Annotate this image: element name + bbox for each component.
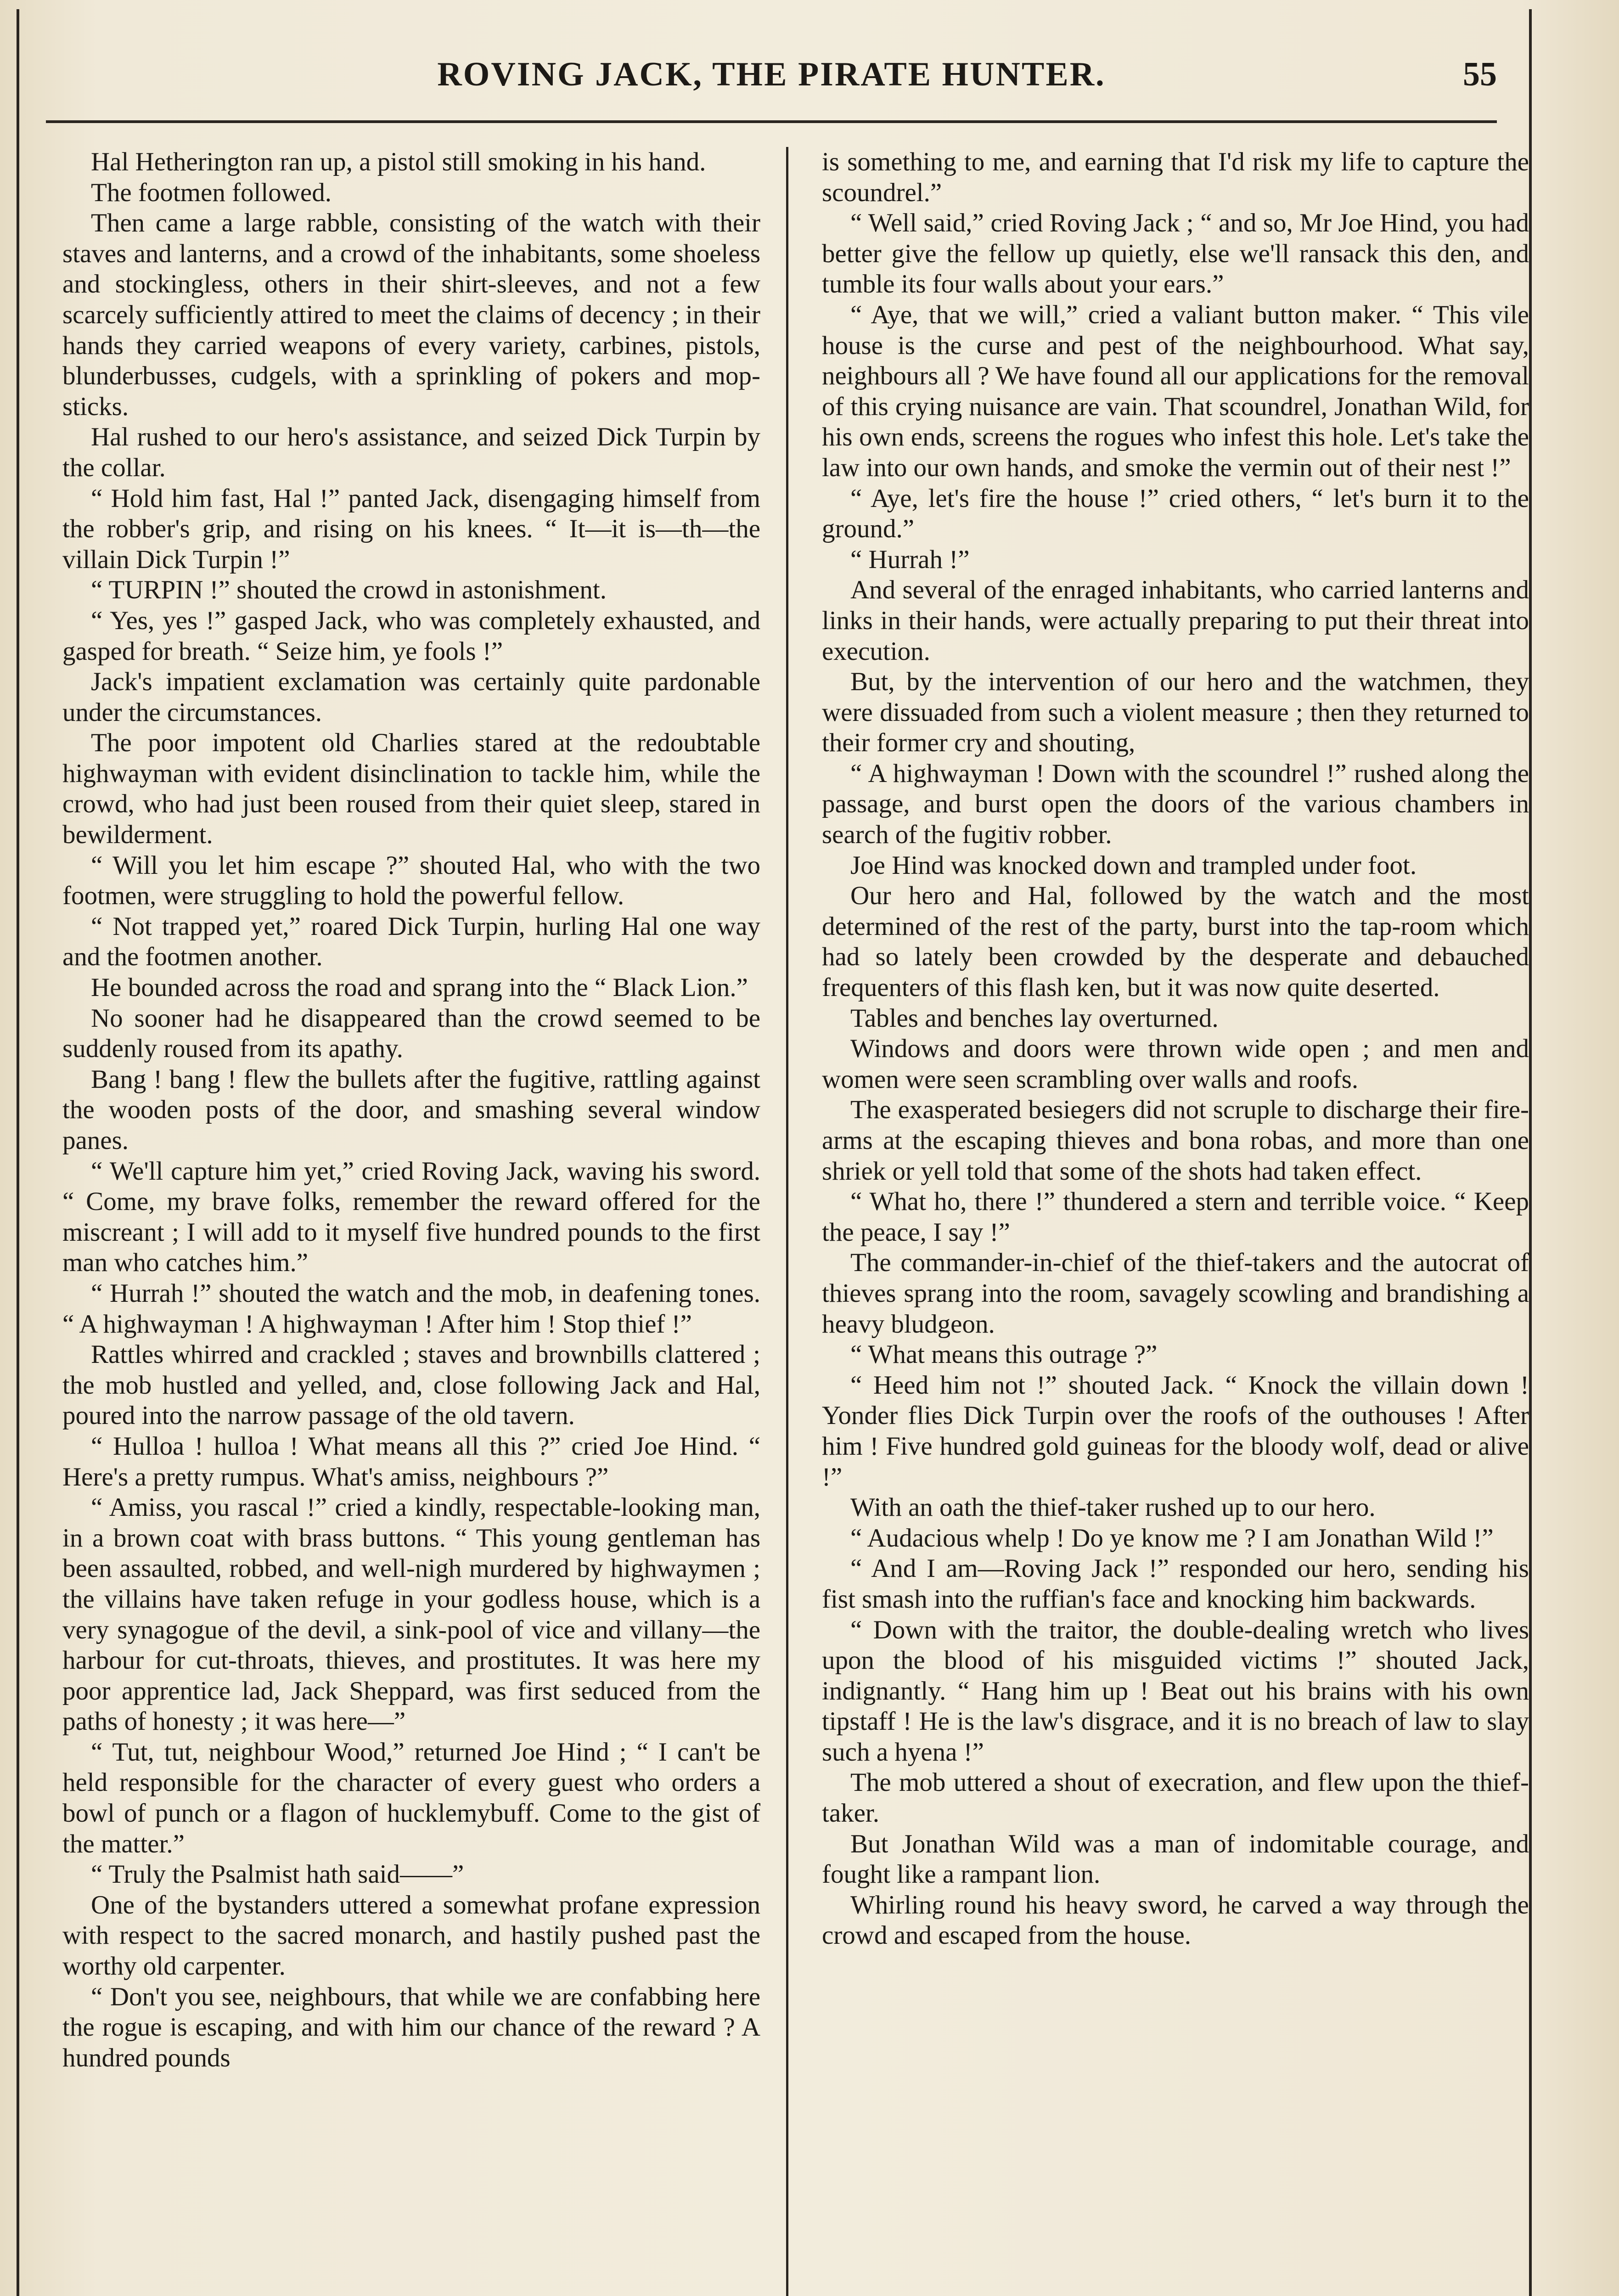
paragraph: “ Tut, tut, neighbour Wood,” returned Joe Hind ; “ I can't be held responsible for the character of every guest who orders a bowl of punch or a flagon of hucklemybuff. Come to the gist of the matter.” [62, 1737, 760, 1858]
paragraph: Joe Hind was knocked down and trampled under foot. [850, 850, 1417, 880]
left-column [62, 147, 760, 2073]
paragraph: Tables and benches lay overturned. [850, 1003, 1219, 1033]
paragraph: “ Hold him fast, Hal !” panted Jack, disengaging himself from the robber's grip, and rising on his knees. “ It—it is—th—the villain Dick Turpin !” [62, 484, 760, 574]
paragraph: The commander-in-chief of the thief-takers and the autocrat of thieves sprang into the room, savagely scowling and brandishing a heavy bludgeon. [822, 1248, 1529, 1339]
paragraph: Rattles whirred and crackled ; staves and brownbills clattered ; the mob hustled and yelled, and, close following Jack and Hal, poured into the narrow passage of the old tavern. [62, 1340, 760, 1430]
paragraph: But, by the intervention of our hero and the watchmen, they were dissuaded from such a violent measure ; then they returned to their former cry and shouting, [822, 667, 1529, 758]
paragraph: “ Hurrah !” [850, 545, 970, 574]
page-frame-right [1529, 9, 1532, 2296]
paragraph: “ Heed him not !” shouted Jack. “ Knock the villain down ! Yonder flies Dick Turpin over the roofs of the outhouses ! After him ! Five hundred gold guineas for the bloody wolf, dead or alive !” [822, 1370, 1529, 1491]
paragraph: “ Well said,” cried Roving Jack ; “ and so, Mr Joe Hind, you had better give the fellow up quietly, else we'll ransack this den, and tumble its four walls about your ears.” [822, 208, 1529, 299]
paragraph: With an oath the thief-taker rushed up to our hero. [850, 1493, 1376, 1522]
page-frame-left [17, 9, 19, 2296]
paragraph: Hal Hetherington ran up, a pistol still smoking in his hand. [91, 147, 706, 176]
paragraph: “ Don't you see, neighbours, that while we are confabbing here the rogue is escaping, and with him our chance of the reward ? A hundred pounds [62, 1982, 760, 2072]
paragraph: The footmen followed. [91, 178, 332, 207]
running-title: ROVING JACK, THE PIRATE HUNTER. [437, 56, 1106, 93]
right-column [822, 147, 1529, 1951]
paragraph: No sooner had he disappeared than the crowd seemed to be suddenly roused from its apathy. [62, 1003, 760, 1064]
paragraph: “ A highwayman ! Down with the scoundrel !” rushed along the passage, and burst open the doors of the various chambers in search of the fugitiv robber. [822, 759, 1529, 850]
paragraph: Hal rushed to our hero's assistance, and seized Dick Turpin by the collar. [62, 422, 760, 482]
paragraph: “ Amiss, you rascal !” cried a kindly, respectable-looking man, in a brown coat with brass buttons. “ This young gentleman has been assaulted, robbed, and well-nigh murdered by highwaymen ; the villains have taken refuge in your godless house, which is a very synagogue of the devil, a sink-pool of vice and villany—the harbour for cut-throats, thieves, and prostitutes. It was here my poor apprentice lad, Jack Sheppard, was first seduced from the paths of honesty ; it was here—” [62, 1493, 760, 1736]
paragraph: Then came a large rabble, consisting of the watch with their staves and lanterns, and a crowd of the inhabitants, some shoeless and stockingless, others in their shirt-sleeves, and not a few scarcely sufficiently attired to meet the claims of decency ; in their hands they carried weapons of every variety, carbines, pistols, blunderbusses, cudgels, with a sprinkling of pokers and mop-sticks. [62, 208, 760, 421]
paragraph: Windows and doors were thrown wide open ; and men and women were seen scrambling over walls and roofs. [822, 1034, 1529, 1094]
paragraph: He bounded across the road and sprang into the “ Black Lion.” [91, 973, 748, 1002]
paragraph: “ TURPIN !” shouted the crowd in astonishment. [91, 575, 607, 605]
column-divider [786, 147, 788, 2296]
paragraph: The poor impotent old Charlies stared at the redoubtable highwayman with evident disinclination to tackle him, while the crowd, who had just been roused from their quiet sleep, stared in bewilderment. [62, 728, 760, 850]
paragraph: “ And I am—Roving Jack !” responded our hero, sending his fist smash into the ruffian's face and knocking him backwards. [822, 1554, 1529, 1614]
paragraph: “ Audacious whelp ! Do ye know me ? I am Jonathan Wild !” [850, 1523, 1494, 1553]
paragraph: “ Will you let him escape ?” shouted Hal, who with the two footmen, were struggling to hold the powerful fellow. [62, 850, 760, 911]
paragraph: Whirling round his heavy sword, he carved a way through the crowd and escaped from the house. [822, 1890, 1529, 1950]
paragraph: But Jonathan Wild was a man of indomitable courage, and fought like a rampant lion. [822, 1829, 1529, 1889]
paragraph: “ What means this outrage ?” [850, 1340, 1158, 1369]
paragraph: The exasperated besiegers did not scruple to discharge their fire-arms at the escaping thieves and bona robas, and more than one shriek or yell told that some of the shots had taken effect. [822, 1095, 1529, 1186]
paragraph: “ Yes, yes !” gasped Jack, who was completely exhausted, and gasped for breath. “ Seize him, ye fools !” [62, 606, 760, 666]
paragraph: “ Aye, let's fire the house !” cried others, “ let's burn it to the ground.” [822, 484, 1529, 544]
paragraph: Bang ! bang ! flew the bullets after the fugitive, rattling against the wooden posts of the door, and smashing several window panes. [62, 1064, 760, 1155]
paragraph: And several of the enraged inhabitants, who carried lanterns and links in their hands, were actually preparing to put their threat into execution. [822, 575, 1529, 666]
paragraph: Jack's impatient exclamation was certainly quite pardonable under the circumstances. [62, 667, 760, 727]
paragraph: “ We'll capture him yet,” cried Roving Jack, waving his sword. “ Come, my brave folks, remember the reward offered for the miscreant ; I will add to it myself five hundred pounds to the first man who catches him.” [62, 1156, 760, 1277]
paragraph: “ Hurrah !” shouted the watch and the mob, in deafening tones. “ A highwayman ! A highwayman ! After him ! Stop thief !” [62, 1278, 760, 1339]
paragraph: The mob uttered a shout of execration, and flew upon the thief-taker. [822, 1768, 1529, 1828]
paragraph: is something to me, and earning that I'd risk my life to capture the scoundrel.” [822, 147, 1529, 207]
paragraph: “ Not trapped yet,” roared Dick Turpin, hurling Hal one way and the footmen another. [62, 912, 760, 972]
paragraph: “ Hulloa ! hulloa ! What means all this ?” cried Joe Hind. “ Here's a pretty rumpus. What's amiss, neighbours ?” [62, 1431, 760, 1491]
paragraph: “ Down with the traitor, the double-dealing wretch who lives upon the blood of his misguided victims !” shouted Jack, indignantly. “ Hang him up ! Beat out his brains with his own tipstaff ! He is the law's disgrace, and it is no breach of law to slay such a hyena !” [822, 1615, 1529, 1767]
paragraph: “ Aye, that we will,” cried a valiant button maker. “ This vile house is the curse and pest of the neighbourhood. What say, neighbours all ? We have found all our applications for the removal of this crying nuisance are vain. That scoundrel, Jonathan Wild, for his own ends, screens the rogues who infest this hole. Let's take the law into our own hands, and smoke the vermin out of their nest !” [822, 300, 1529, 482]
running-header [46, 55, 1497, 110]
page-number: 55 [1463, 56, 1497, 93]
paragraph: “ What ho, there !” thundered a stern and terrible voice. “ Keep the peace, I say !” [822, 1187, 1529, 1247]
paragraph: “ Truly the Psalmist hath said——” [91, 1860, 464, 1889]
header-rule [46, 120, 1497, 123]
paragraph: Our hero and Hal, followed by the watch and the most determined of the rest of the party, burst into the tap-room which had so lately been crowded by the desperate and debauched frequenters of this flash ken, but it was now quite deserted. [822, 881, 1529, 1002]
paragraph: One of the bystanders uttered a somewhat profane expression with respect to the sacred monarch, and hastily pushed past the worthy old carpenter. [62, 1890, 760, 1981]
